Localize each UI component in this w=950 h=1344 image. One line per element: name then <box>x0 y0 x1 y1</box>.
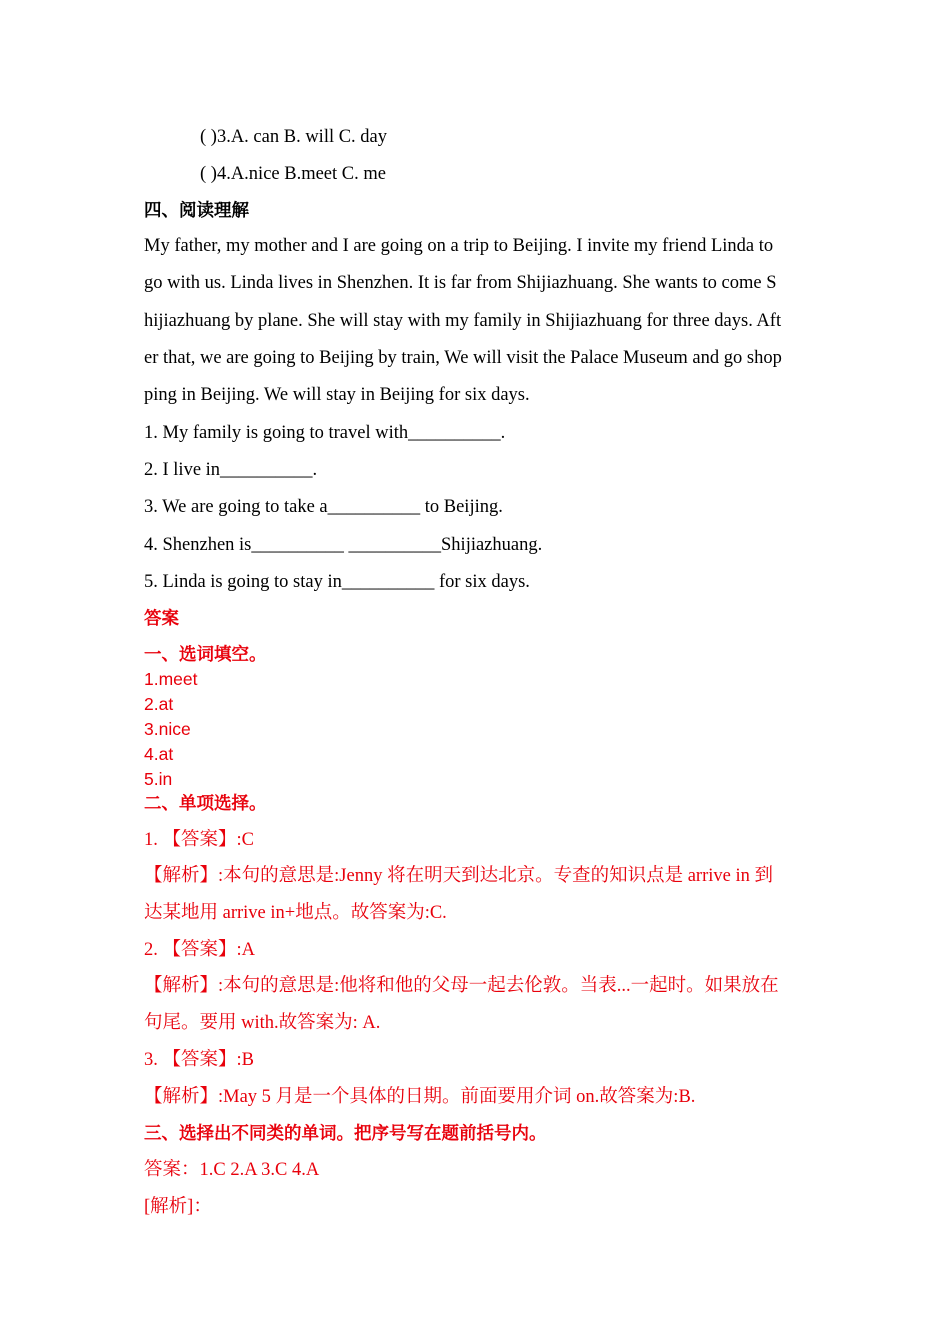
analysis-line: 【解析】:本句的意思是:Jenny 将在明天到达北京。专查的知识点是 arrive in 到 <box>144 866 773 886</box>
analysis-line: 达某地用 arrive in+地点。故答案为:C. <box>144 903 447 923</box>
reading-question: 3. We are going to take a__________ to Beijing. <box>144 497 503 517</box>
mc-question-3: ( )3.A. can B. will C. day <box>200 127 388 147</box>
passage-line: hijiazhuang by plane. She will stay with my family in Shijiazhuang for three days. Aft <box>144 311 782 331</box>
mc-question-4: ( )4.A.nice B.meet C. me <box>200 164 386 184</box>
answer-item: 3.nice <box>144 719 191 739</box>
answers-part1-heading: 一、选词填空。 <box>144 645 267 665</box>
answers-title: 答案 <box>144 609 179 629</box>
analysis-line: 【解析】:May 5 月是一个具体的日期。前面要用介词 on.故答案为:B. <box>144 1087 696 1107</box>
answers-part3-answer: 答案：1.C 2.A 3.C 4.A <box>144 1160 320 1180</box>
answer-item: 4.at <box>144 744 174 764</box>
answers-part2-heading: 二、单项选择。 <box>144 794 267 814</box>
reading-question: 4. Shenzhen is__________ __________Shijiazhuang. <box>144 535 543 555</box>
analysis-line: 【解析】:本句的意思是:他将和他的父母一起去伦敦。当表...一起时。如果放在 <box>144 976 779 996</box>
section-heading-reading: 四、阅读理解 <box>144 201 249 221</box>
reading-question: 2. I live in__________. <box>144 460 318 480</box>
reading-question: 5. Linda is going to stay in__________ for six days. <box>144 572 530 592</box>
answers-part3-heading: 三、选择出不同类的单词。把序号写在题前括号内。 <box>144 1124 547 1144</box>
passage-line: My father, my mother and I are going on a trip to Beijing. I invite my friend Linda to <box>144 236 774 256</box>
passage-line: go with us. Linda lives in Shenzhen. It is far from Shijiazhuang. She wants to come S <box>144 273 777 293</box>
reading-question: 1. My family is going to travel with__________. <box>144 423 506 443</box>
answers-part3-analysis: [解析]： <box>144 1197 212 1217</box>
answer-item: 1.meet <box>144 669 198 689</box>
answer-line: 2. 【答案】:A <box>144 940 256 960</box>
analysis-line: 句尾。要用 with.故答案为: A. <box>144 1013 381 1033</box>
answer-line: 1. 【答案】:C <box>144 830 254 850</box>
answer-line: 3. 【答案】:B <box>144 1050 254 1070</box>
passage-line: ping in Beijing. We will stay in Beijing for six days. <box>144 385 530 405</box>
answer-item: 5.in <box>144 769 173 789</box>
answer-item: 2.at <box>144 694 174 714</box>
passage-line: er that, we are going to Beijing by train, We will visit the Palace Museum and go shop <box>144 348 782 368</box>
